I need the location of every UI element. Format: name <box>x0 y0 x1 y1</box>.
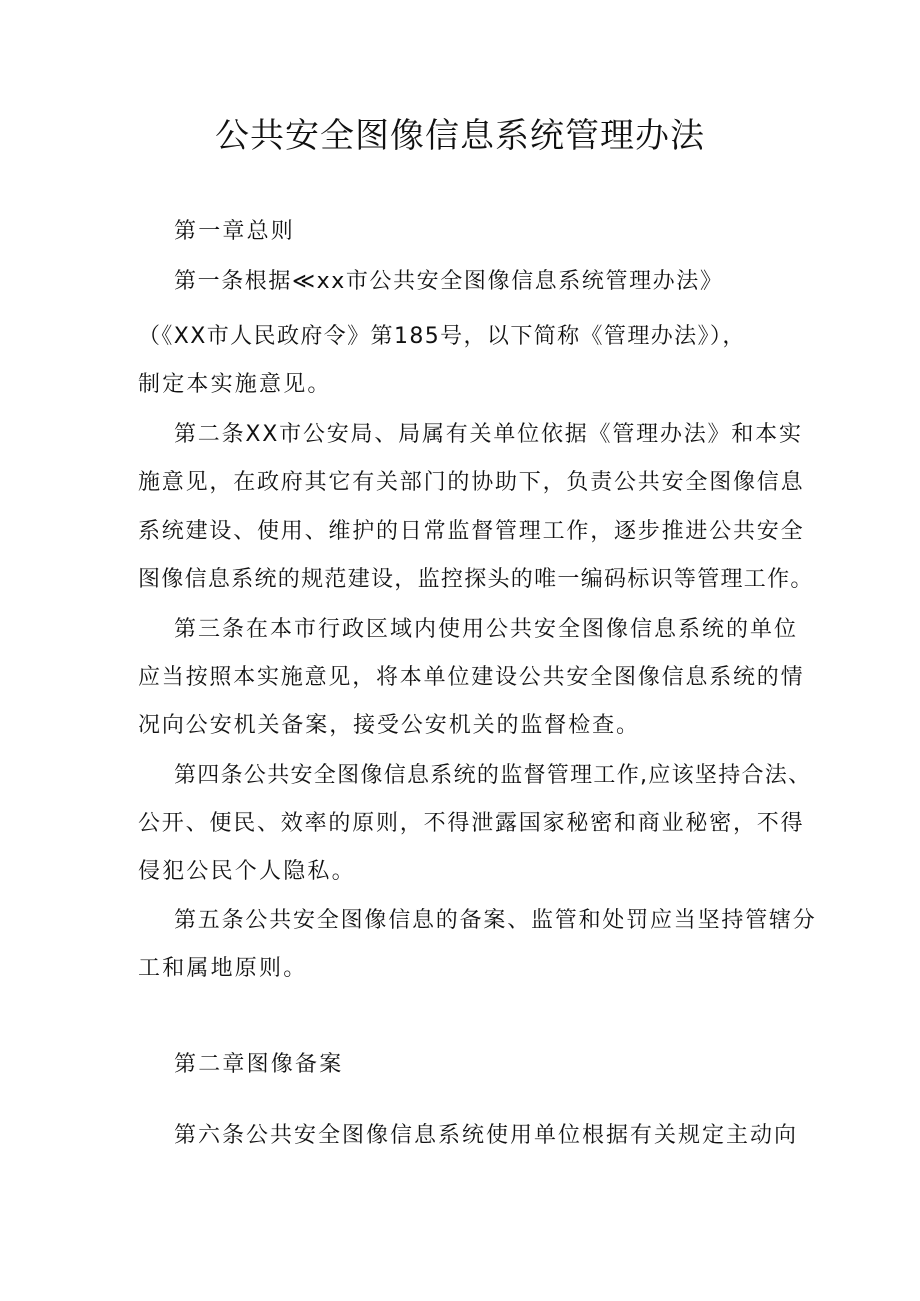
chapter-heading-2: 第二章图像备案 <box>174 1052 344 1077</box>
article-1-line-2: （《XX市人民政府令》第185号，以下简称《管理办法》）， <box>138 324 746 349</box>
article-4-line-1: 第四条公共安全图像信息系统的监督管理工作,应该坚持合法、 <box>174 763 812 788</box>
article-2-line-1: 第二条XX市公安局、局属有关单位依据《管理办法》和本实 <box>174 422 803 447</box>
article-5-line-1: 第五条公共安全图像信息的备案、监管和处罚应当坚持管辖分 <box>174 908 817 933</box>
article-3-line-2: 应当按照本实施意见，将本单位建设公共安全图像信息系统的情 <box>138 665 805 690</box>
article-5-line-2: 工和属地原则。 <box>138 956 308 981</box>
article-3-line-3: 况向公安机关备案，接受公安机关的监督检查。 <box>138 713 640 738</box>
document-title: 公共安全图像信息系统管理办法 <box>215 116 705 156</box>
article-2-line-3: 系统建设、使用、维护的日常监督管理工作，逐步推进公共安全 <box>138 519 805 544</box>
chapter-heading-1: 第一章总则 <box>174 219 296 244</box>
article-6-line-1: 第六条公共安全图像信息系统使用单位根据有关规定主动向 <box>174 1123 799 1148</box>
article-4-line-3: 侵犯公民个人隐私。 <box>138 859 356 884</box>
article-1-line-3: 制定本实施意见。 <box>138 372 332 397</box>
article-2-line-4: 图像信息系统的规范建设，监控探头的唯一编码标识等管理工作。 <box>138 567 814 592</box>
article-4-line-2: 公开、便民、效率的原则，不得泄露国家秘密和商业秘密，不得 <box>138 811 805 836</box>
article-2-line-2: 施意见，在政府其它有关部门的协助下，负责公共安全图像信息 <box>138 470 805 495</box>
article-3-line-1: 第三条在本市行政区域内使用公共安全图像信息系统的单位 <box>174 617 799 642</box>
article-1-line-1: 第一条根据≪xx市公共安全图像信息系统管理办法》 <box>174 269 724 294</box>
